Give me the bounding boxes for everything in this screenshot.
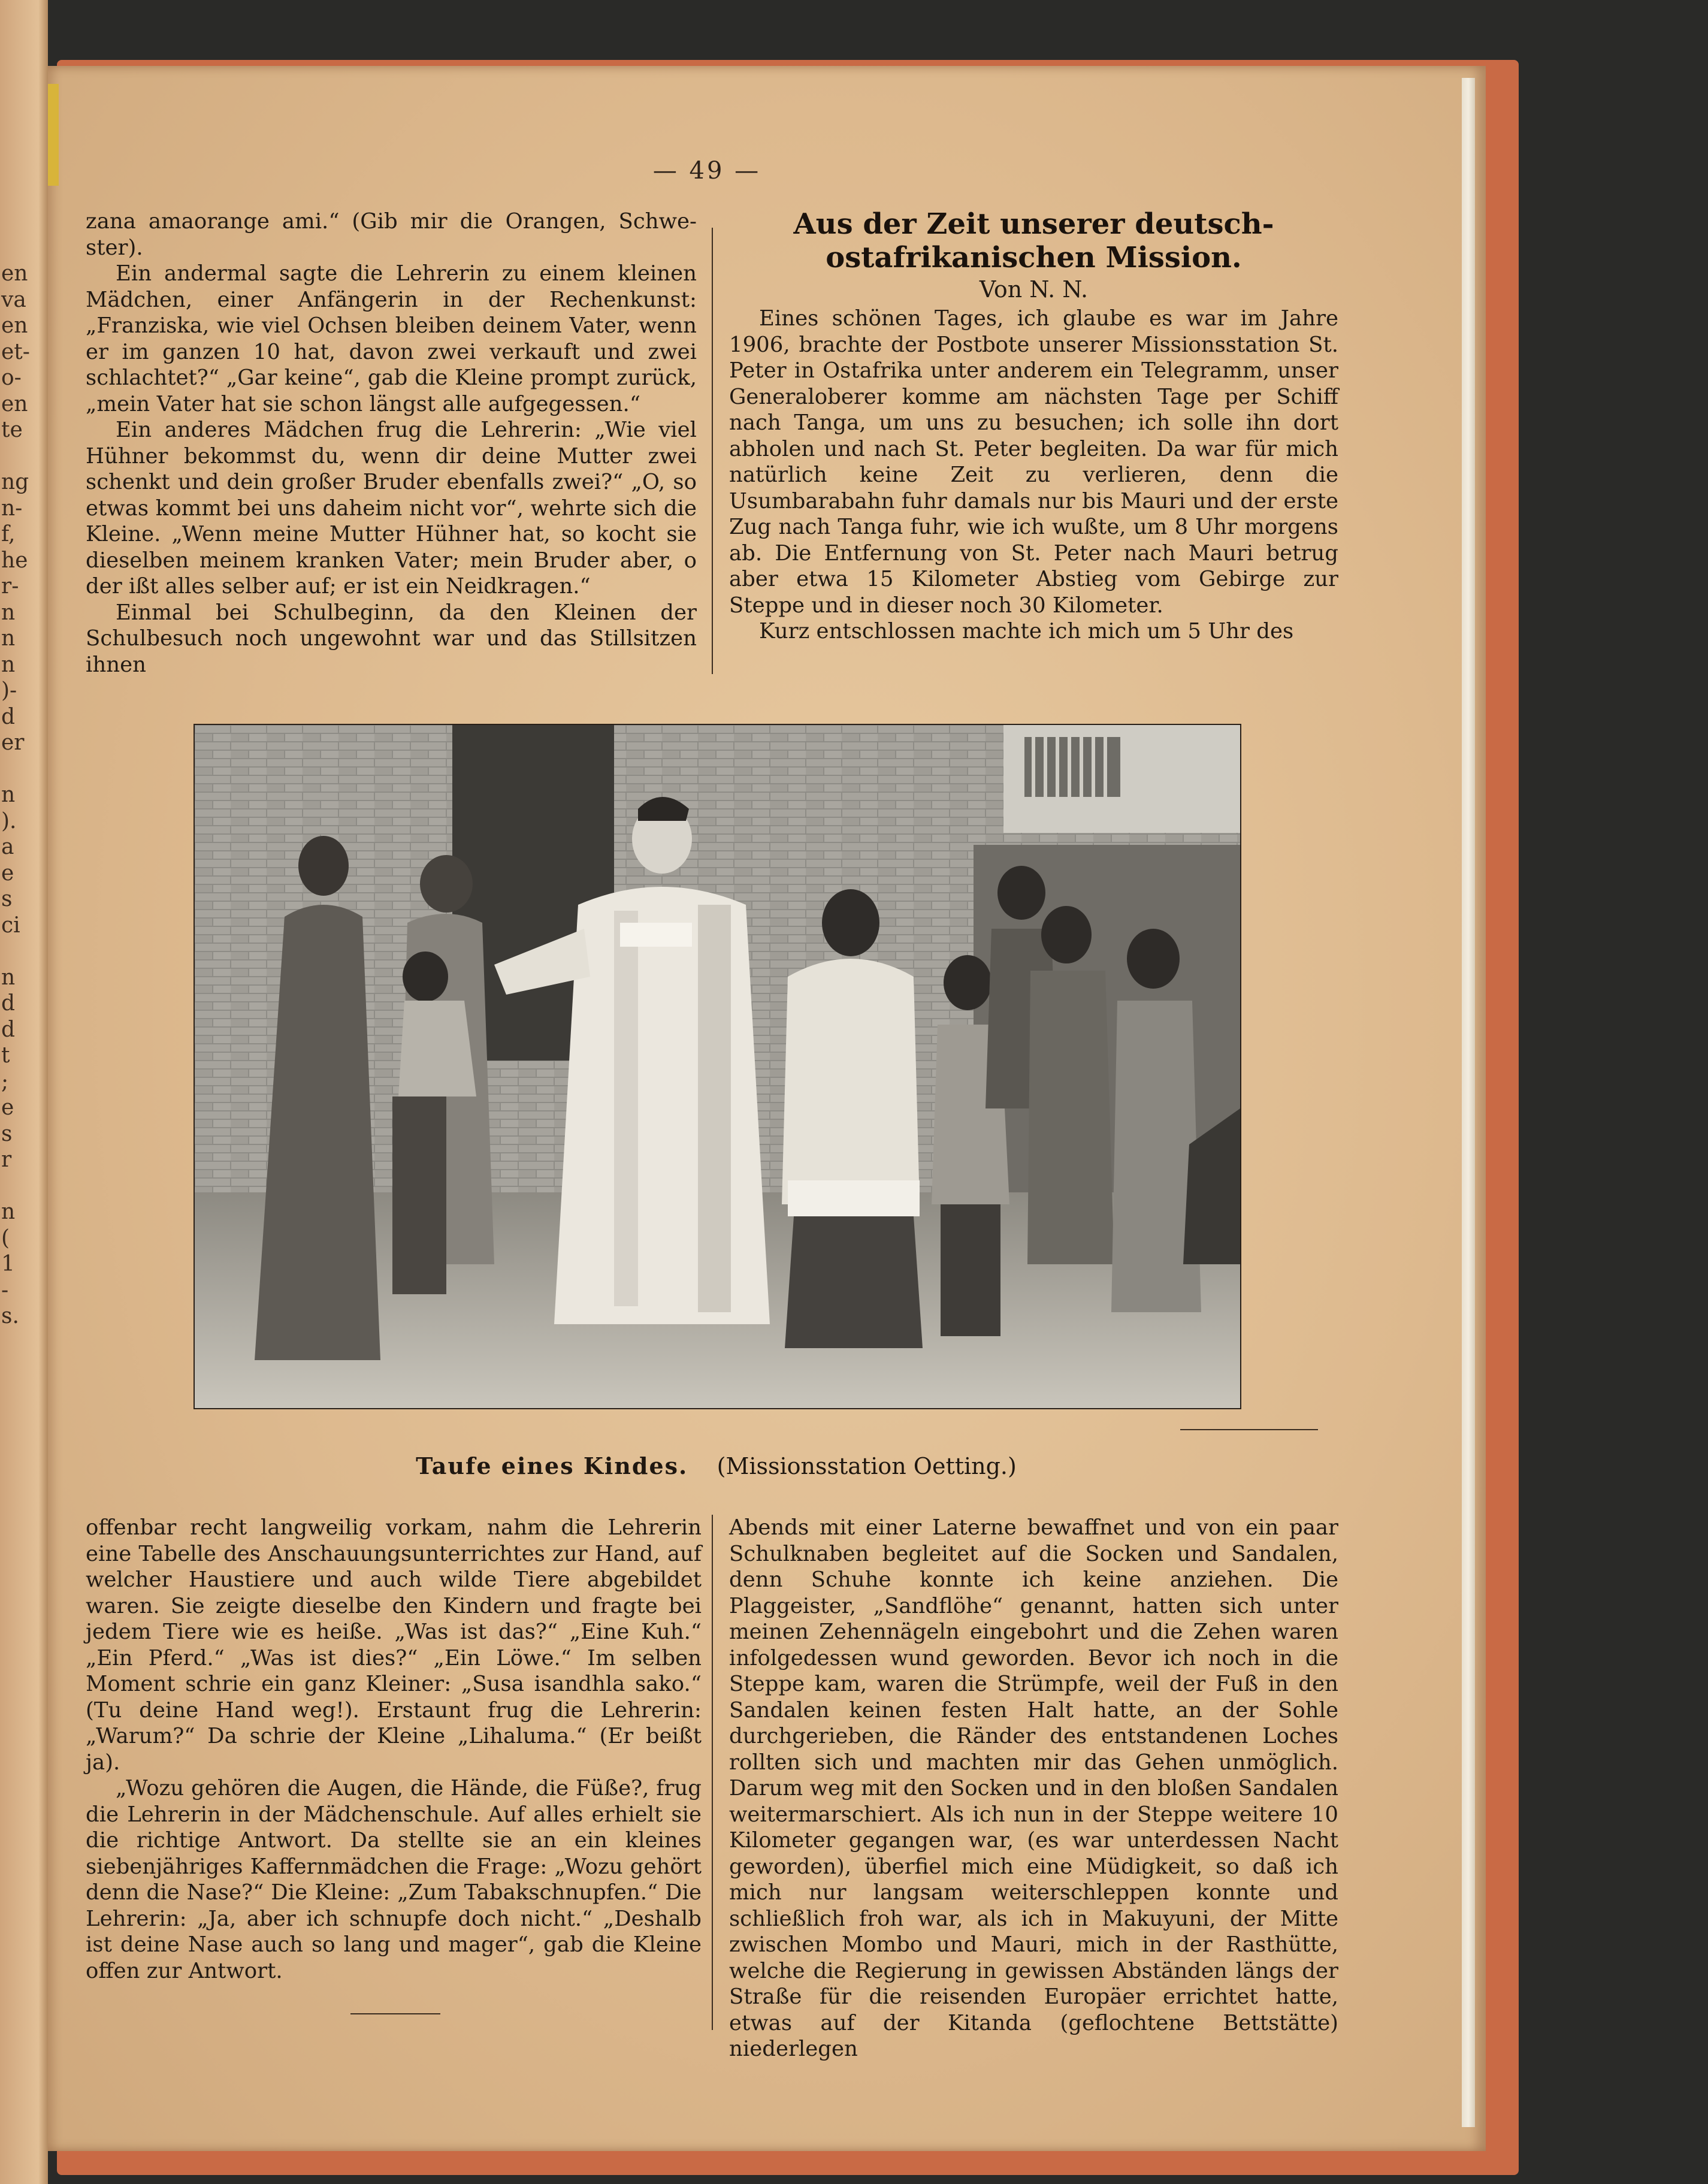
facing-page-fragment: n (1, 600, 16, 625)
baptism-photograph (194, 724, 1241, 1409)
article-byline: Von N. N. (979, 276, 1089, 303)
facing-page-fragment: e (1, 860, 14, 886)
facing-page-fragment: ci (1, 913, 20, 938)
paragraph: Abends mit einer Laterne bewaffnet und von ein paar Schulknaben begleitet auf die Socken und Sandalen, denn Schuhe konnte ich keine anziehen. Die Plaggeister, „Sandflöhe“ genannt, hatten sich unter meinen Zehennägeln eingebohrt und die Zehen waren infolgedessen wund geworden. Bevor ich noch in die Steppe kam, waren die Strümpfe, weil der Fuß in den Sandalen keinen festen Halt hatte, an der Sohle durchgerieben, die Ränder des entstandenen Loches rollten sich und machten mir das Gehen unmöglich. Darum weg mit den Socken und in den bloßen Sandalen weitermarschiert. Als ich nun in der Steppe weitere 10 Kilometer gegangen war, (es war unterdessen Nacht geworden), überfiel mich eine Müdigkeit, so daß ich mich nur langsam weiterschleppen konnte und schließlich froh war, als ich in Makuyuni, der Mitte zwischen Mombo und Mauri, mich in der Rasthütte, welche die Regierung in gewissen Abständen längs der Straße für die reisenden Europäer errichtet hatte, etwas auf der Kitanda (geflochtene Bettstätte) niederlegen (729, 1515, 1338, 2061)
facing-page-fragment: d (1, 991, 16, 1016)
facing-page-fragment: n- (1, 496, 23, 521)
column-divider (712, 1515, 713, 2030)
left-column-bottom (86, 1515, 702, 1984)
facing-page-fragment: n (1, 652, 16, 677)
page-number: — 49 — (652, 157, 761, 185)
facing-page-fragment: s (1, 887, 13, 911)
facing-page-fragment: n (1, 626, 16, 651)
facing-page-fragment: en (1, 313, 28, 338)
caption-location: (Missionsstation Oetting.) (717, 1453, 1017, 1479)
facing-page-fragment: ). (1, 808, 17, 833)
facing-page-fragment: et- (1, 339, 30, 364)
facing-page-fragment: - (1, 1277, 9, 1303)
bookmark-ribbon (48, 84, 59, 186)
facing-page-fragment: en (1, 261, 28, 286)
paragraph: Kurz entschlossen machte ich mich um 5 Uhr des (759, 619, 1294, 644)
section-end-rule (350, 2013, 440, 2014)
left-column-top (86, 209, 697, 678)
photo-illustration (195, 725, 1240, 1408)
facing-page-fragment: ng (1, 470, 29, 494)
facing-page-fragment: d (1, 1017, 16, 1042)
facing-page-fragment: r- (1, 574, 19, 599)
facing-page-fragment: ( (1, 1225, 10, 1250)
facing-page-fragment: d (1, 704, 16, 729)
facing-page-fragment: va (1, 287, 26, 312)
facing-page-fragment: en (1, 391, 28, 416)
article-title-line-1: Aus der Zeit unserer deutsch- (793, 207, 1274, 241)
paragraph: Ein andermal sagte die Lehrerin zu einem kleinen Mädchen, einer Anfängerin in der Rechenkunst: „Franziska, wie viel Ochsen bleiben deinem Vater, wenn er im ganzen 10 hat, davon zwei verkauft und zwei schlachtet?“ „Gar keine“, gab die Kleine prompt zurück, „mein Vater hat sie schon längst alle aufgegessen.“ (86, 261, 697, 416)
photo-rule (1180, 1429, 1318, 1430)
photo-caption (194, 1452, 1239, 1479)
facing-page-fragment: e (1, 1095, 14, 1120)
column-divider (712, 228, 713, 674)
paragraph: offenbar recht langweilig vorkam, nahm die Lehrerin eine Tabelle des Anschauungsunterrichtes zur Hand, auf welcher Haustiere und auch wilde Tiere abgebildet waren. Sie zeigte dieselbe den Kindern und fragte bei jedem Tiere wie es heiße. „Was ist das?“ „Eine Kuh.“ „Ein Pferd.“ „Was ist dies?“ „Ein Löwe.“ Im selben Moment schrie ein ganz Kleiner: „Susa isandhla sako.“ (Tu deine Hand weg!). Erstaunt frug die Lehrerin: „Warum?“ Da schrie der Kleine „Lihaluma.“ (Er beißt ja). (86, 1515, 702, 1775)
facing-page-fragment: n (1, 783, 16, 807)
paragraph: Einmal bei Schulbeginn, da den Kleinen der Schulbesuch noch ungewohnt war und das Stillsitzen ihnen (86, 600, 697, 677)
article-title-line-2: ostafrikanischen Mission. (826, 241, 1242, 274)
page-block-edge (1462, 78, 1475, 2127)
paragraph: zana amaorange ami.“ (Gib mir die Orangen, Schwe-ster). (86, 209, 697, 260)
article-column-top (729, 209, 1338, 645)
facing-page-fragment: )- (1, 678, 17, 703)
facing-page-fragment: n (1, 1200, 16, 1224)
facing-page-fragment: t (1, 1043, 10, 1068)
facing-page-fragment: n (1, 965, 16, 990)
facing-page-fragment: er (1, 730, 25, 755)
facing-page-fragment: te (1, 418, 23, 442)
facing-page-fragment: s (1, 1121, 13, 1146)
facing-page-fragment: o- (1, 365, 22, 390)
right-column-bottom (729, 1515, 1338, 2062)
paragraph: Ein anderes Mädchen frug die Lehrerin: „Wie viel Hühner bekommst du, wenn dir deine Mutter zwei schenkt und dein großer Bruder ebenfalls zwei?“ „O, so etwas kommt bei uns daheim nicht vor“, wehrte sich die Kleine. „Wenn meine Mutter Hühner hat, so kocht sie dieselben meinem kranken Vater; mein Bruder aber, o der ißt alles selber auf; er ist ein Neidkragen.“ (86, 418, 697, 599)
paragraph: Eines schönen Tages, ich glaube es war im Jahre 1906, brachte der Postbote unserer Missionsstation St. Peter in Ostafrika unter anderem ein Telegramm, unser Generaloberer komme am nächsten Tage per Schiff nach Tanga, um uns zu besuchen; ich solle ihn dort abholen und nach St. Peter begleiten. Da war für mich natürlich keine Zeit zu verlieren, denn die Usumbarabahn fuhr damals nur bis Mauri und der erste Zug nach Tanga fuhr, wie ich wußte, um 8 Uhr morgens ab. Die Entfernung von St. Peter nach Mauri betrug aber etwa 15 Kilometer Abstieg vom Gebirge zur Steppe und in dieser noch 30 Kilometer. (729, 306, 1338, 618)
facing-page-edge (0, 0, 48, 2184)
facing-page-fragment: ; (1, 1069, 9, 1094)
facing-page-fragment: 1 (1, 1252, 15, 1276)
caption-title: Taufe eines Kindes. (416, 1452, 688, 1479)
facing-page-fragment: f, (1, 522, 16, 546)
facing-page-fragment: he (1, 548, 28, 573)
facing-page-fragment: s. (1, 1304, 19, 1328)
facing-page-fragment: r (1, 1147, 12, 1172)
facing-page-fragment: a (1, 835, 14, 859)
paragraph: „Wozu gehören die Augen, die Hände, die Füße?, frug die Lehrerin in der Mädchenschule. Auf alles erhielt sie die richtige Antwort. Da stellte sie an ein kleines siebenjähriges Kaffernmädchen die Frage: „Wozu gehört denn die Nase?“ Die Kleine: „Zum Tabakschnupfen.“ Die Lehrerin: „Ja, aber ich schnupfe doch nicht.“ „Deshalb ist deine Nase auch so lang und mager“, gab die Kleine offen zur Antwort. (86, 1776, 702, 1983)
